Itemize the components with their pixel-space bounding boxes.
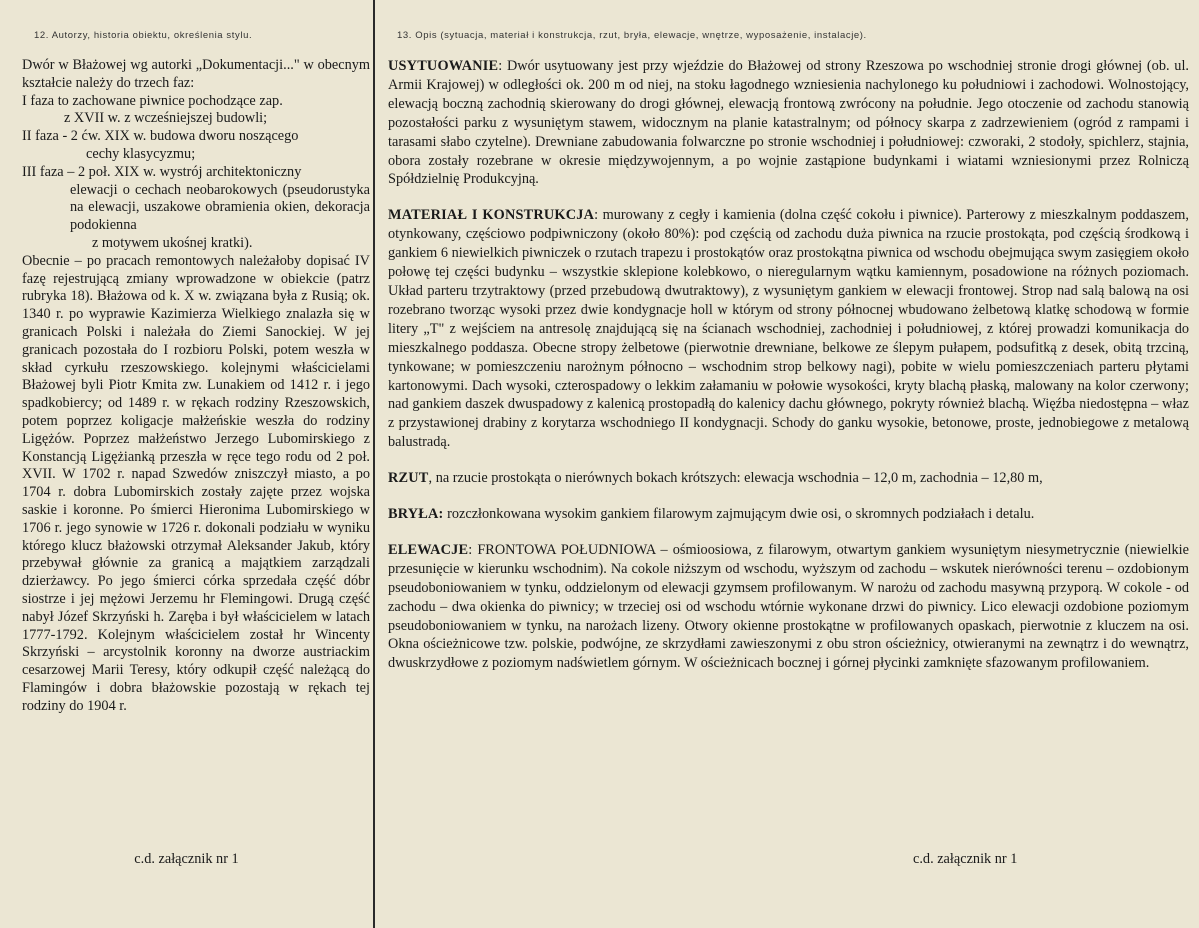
description-text [388,57,1189,690]
section-label: ELEWACJE [388,541,469,558]
section-situation: USYTUOWANIE: Dwór usytuowany jest przy wjeździe do Błażowej od strony Rzeszowa po wschodniej stronie drogi głównej (ob. ul. Armii Krajowej) w odległości ok. 200 m od niej, na stoku łagodnego wzniesienia nachylonego ku południowi i zachodowi. Wolnostojący, elewacją boczną zachodnią skierowany do drogi głównej, elewacją frontową zwrócony na południe. Jego otoczenie od zachodu stanowią pozostałości parku z wysuniętym stawem, widocznym na planie katastralnym; od północy skarpa z zadrzewieniem (ogród z rampami i tarasami słabo czytelne). Drewniane zabudowania folwarczne po stronie wschodniej i południowej: czworaki, 2 stodoły, spichlerz, stajnia, obora zostały rozebrane w okresie międzywojennym, a po wojnie zastąpione budynkami i wiatami wzniesionymi przez Rolniczą Spółdzielnię Produkcyjną. [388,58,1189,188]
history-text [22,57,370,715]
column-divider [373,0,375,928]
section-label: MATERIAŁ I KONSTRUKCJA [388,207,595,224]
section-label: BRYŁA: [388,506,444,523]
section-label: USYTUOWANIE [388,58,499,74]
history-paragraph: Obecnie – po pracach remontowych należałoby dopisać IV fazę rejestrującą zmiany wprowadzone w obiekcie (patrz rubryka 18). Błażowa od k. X w. związana była z Rusią; ok. 1340 r. po wyprawie Kazimierza Wielkiego znalazła się w granicach Polski i należała do Ziemi Sanockiej. W jej granicach pozostała do I rozbioru Polski, potem weszła w skład cyrkułu rzeszowskiego. kolejnymi właścicielami Błażowej byli Piotr Kmita zw. Lunakiem od 1412 r. i jego spadkobiercy; od 1489 r. w rękach rodziny Rzeszowskich, potem poprzez koligacje małżeńskie weszła do rodziny Ligężów. Poprzez małżeństwo Jerzego Lubomirskiego z Konstancją Ligężianką przeszła w ręce tego rodu od 2 poł. XVII. W 1702 r. napad Szwedów zniszczył miasto, a po 1704 r. dobra Lubomirskich zostały zajęte przez wojska saskie i koronne. Po śmierci Hieronima Lubomirskiego w 1706 r. jego synowie w 1726 r. dokonali podziału w wyniku którego klucz błażowski otrzymał Aleksander Jakub, który przebywał głównie za granicą a majątkiem zarządzali dzierżawcy. Po jego śmierci córka sprzedała część dóbr siostrze i jej mężowi Jerzemu hr Flemingowi. Drugą część nabył Józef Skrzyński h. Zaręba i był właścicielem w latach 1777-1792. Kolejnym właścicielem został hr Wincenty Skrzyński – arcystolnik koronny na dworze austriackim cesarzowej Marii Teresy, który odkupił część należącą do Flamingów i dobra błażowskie pozostają w rękach tej rodziny do 1904 r. [22,252,370,714]
section-material: MATERIAŁ I KONSTRUKCJA: murowany z cegły i kamienia (dolna część cokołu i piwnice). Parterowy z mieszkalnym poddaszem, otynkowany, częściowo podpiwniczony (około 80%): pod częścią od zachodu duża piwnica na rzucie prostokąta, pod częścią środkową i gankiem 6 niewielkich piwniczek o rzutach trapezu i prostokątów oraz prostokątna piwnica od wschodu obejmująca swym zasięgiem około połowę tej części budynku – wszystkie sklepione kolebkowo, o nieregularnym wątku kamiennym, posadowione na różnych poziomach. Układ parteru trzytraktowy (przed przebudową dwutraktowy), z wysuniętym gankiem w elewacji frontowej. Strop nad salą balową na osi rozebrano tworząc wysoki przez dwie kondygnacje holl w którym od strony północnej wbudowano żelbetową klatkę schodową w formie litery „T" z wejściem na antresolę znajdującą się na ścianach wschodniej, zachodniej i południowej, z której prowadzi komunikacja do mieszkalnego poddasza. Obecne stropy żelbetowe (pierwotnie drewniane, belkowe ze ślepym pułapem, podsufitką z desek, obitą trzciną, tynkowane; w pomieszczeniu narożnym północno – wschodnim strop belkowy nagi), pobite w wielu pomieszczeniach parteru płytami kartonowymi. Dach wysoki, czterospadowy o lekkim załamaniu w połowie wysokości, kryty blachą płaską, malowany na kolor czerwony; nad gankiem daszek dwuspadowy z kalenicą prostopadłą do kalenicy dachu głównego, pokryty również blachą. Więźba niedostępna – właz z przystawionej drabiny z korytarza wschodniego II kondygnacji. Schody do ganku wysokie, betonowe, proste, jednobiegowe z metalową balustradą. [388,207,1190,451]
section-plan: RZUT, na rzucie prostokąta o nierównych bokach krótszych: elewacja wschodnia – 12,0 m, zachodnia – 12,80 m, [388,470,1043,487]
section-text: FRONTOWA POŁUDNIOWA – ośmioosiowa, z filarowym, otwartym gankiem wysuniętym niesymetrycznie (niewielkie przesunięcie w kierunku wschodnim). Na cokole niższym od wschodu, wyższym od zachodu – wskutek nierówności terenu – ozdobionym pseudoboniowaniem w tynku, oddzielonym od elewacji gzymsem profilowanym. W narożu od zachodu masywną przyporą. W cokole - od zachodu – dwa okienka do piwnicy; w trzeciej osi od wschodu wtórnie wykonane drzwi do piwnicy. Lico elewacji ozdobione poziomym pseudoboniowaniem w tynku, na narożach lizeny. Otwory okienne prostokątne w profilowanych opaskach, pierwotnie z kluczem na osi. Okna ościeżnicowe tzw. polskie, podwójne, ze skrzydłami zawieszonymi z obu stron ościeżnicy, otwieranymi na zewnątrz i do wewnątrz, dwuskrzydłowe z poziomym nadświetlem górnym. W ościeżnicach bocznej i górnej płycinki zamknięte sfazowanym profilowaniem. [388,541,1189,672]
continued-note-left: c.d. załącznik nr 1 [134,851,239,867]
section-body [388,505,1189,524]
phase-1: I faza to zachowane piwnice pochodzące zap. [22,92,283,109]
section-text: na rzucie prostokąta o nierównych bokach krótszych: elewacja wschodnia – 12,0 m, zachodnia – 12,80 m, [435,470,1043,487]
section-text: murowany z cegły i kamienia (dolna część cokołu i piwnice). Parterowy z mieszkalnym poddaszem, otynkowany, częściowo podpiwniczony (około 80%): pod częścią od zachodu duża piwnica na rzucie prostokąta, pod częścią środkową i gankiem 6 niewielkich piwniczek o rzutach trapezu i prostokątów oraz prostokątna piwnica od wschodu obejmująca swym zasięgiem około połowę tej części budynku – wszystkie sklepione kolebkowo, o nieregularnym wątku kamiennym, posadowione na różnych poziomach. Układ parteru trzytraktowy (przed przebudową dwutraktowy), z wysuniętym gankiem w elewacji frontowej. Strop nad salą balową na osi rozebrano tworząc wysoki przez dwie kondygnacje holl w którym od strony północnej wbudowano żelbetową klatkę schodową w formie litery „T" z wejściem na antresolę znajdującą się na ścianach wschodniej, zachodniej i południowej, z której prowadzi komunikacja do mieszkalnego poddasza. Obecne stropy żelbetowe (pierwotnie drewniane, belkowe ze ślepym pułapem, podsufitką z desek, obitą trzciną, tynkowane; w pomieszczeniu narożnym północno – wschodnim strop belkowy nagi), pobite w wielu pomieszczeniach parteru płytami kartonowymi. Dach wysoki, czterospadowy o lekkim załamaniu w połowie wysokości, kryty blachą płaską, malowany na kolor czerwony; nad gankiem daszek dwuspadowy z kalenicą prostopadłą do kalenicy dachu głównego, pokryty również blachą. Więźba niedostępna – właz z przystawionej drabiny z korytarza wschodniego II kondygnacji. Schody do ganku wysokie, betonowe, proste, jednobiegowe z metalową balustradą. [388,207,1190,451]
section-text: rozczłonkowana wysokim gankiem filarowym zajmującym dwie osi, o skromnych podziałach i detalu. [447,506,1035,523]
section-label: RZUT [388,470,429,487]
phase-3-cont: elewacji o cechach neobarokowych (pseudorustyka na elewacji, uszakowe obramienia okien, dekoracja podokienna [70,181,370,234]
phase-1-cont: z XVII w. z wcześniejszej budowli; [64,110,268,127]
section-13-header: 13. Opis (sytuacja, materiał i konstrukcja, rzut, bryła, elewacje, wnętrze, wyposażenie, instalacje). [397,30,867,41]
section-text: Dwór usytuowany jest przy wjeździe do Błażowej od strony Rzeszowa po wschodniej stronie drogi głównej (ob. ul. Armii Krajowej) w odległości ok. 200 m od niej, na stoku łagodnego wzniesienia nachylonego ku południowi i zachodowi. Wolnostojący, elewacją boczną zachodnią skierowany do drogi głównej, elewacją frontową zwrócony na południe. Jego otoczenie od zachodu stanowią pozostałości parku z wysuniętym stawem, widocznym na planie katastralnym; od północy skarpa z zadrzewieniem (ogród z rampami i tarasami słabo czytelne). Drewniane zabudowania folwarczne po stronie wschodniej i południowej: czworaki, 2 stodoły, spichlerz, stajnia, obora zostały rozebrane w okresie międzywojennym, a po wojnie zastąpione budynkami i wiatami wzniesionymi przez Rolniczą Spółdzielnię Produkcyjną. [388,58,1189,188]
phase-3-end: z motywem ukośnej kratki). [92,234,253,251]
section-12-header: 12. Autorzy, historia obiektu, określenia stylu. [34,30,253,41]
phase-2-cont: cechy klasycyzmu; [86,145,196,162]
phases-intro: Dwór w Błażowej wg autorki „Dokumentacji..." w obecnym kształcie należy do trzech faz: [22,57,370,91]
section-elevations: ELEWACJE: FRONTOWA POŁUDNIOWA – ośmioosiowa, z filarowym, otwartym gankiem wysuniętym niesymetrycznie (niewielkie przesunięcie w kierunku wschodnim). Na cokole niższym od wschodu, wyższym od zachodu – wskutek nierówności terenu – ozdobionym pseudoboniowaniem w tynku, oddzielonym od elewacji gzymsem profilowanym. W narożu od zachodu masywną przyporą. W cokole - od zachodu – dwa okienka do piwnicy; w trzeciej osi od wschodu wtórnie wykonane drzwi do piwnicy. Lico elewacji ozdobione poziomym pseudoboniowaniem w tynku, na narożach lizeny. Otwory okienne prostokątne w profilowanych opaskach, pierwotnie z kluczem na osi. Okna ościeżnicowe tzw. polskie, podwójne, ze skrzydłami zawieszonymi z obu stron ościeżnicy, otwieranymi na zewnątrz i do wewnątrz, dwuskrzydłowe z poziomym nadświetlem górnym. W ościeżnicach bocznej i górnej płycinki zamknięte sfazowanym profilowaniem. [388,541,1189,672]
phase-2: II faza - 2 ćw. XIX w. budowa dworu noszącego [22,128,299,145]
phase-3: III faza – 2 poł. XIX w. wystrój architektoniczny [22,163,302,180]
continued-note-right: c.d. załącznik nr 1 [913,851,1018,867]
